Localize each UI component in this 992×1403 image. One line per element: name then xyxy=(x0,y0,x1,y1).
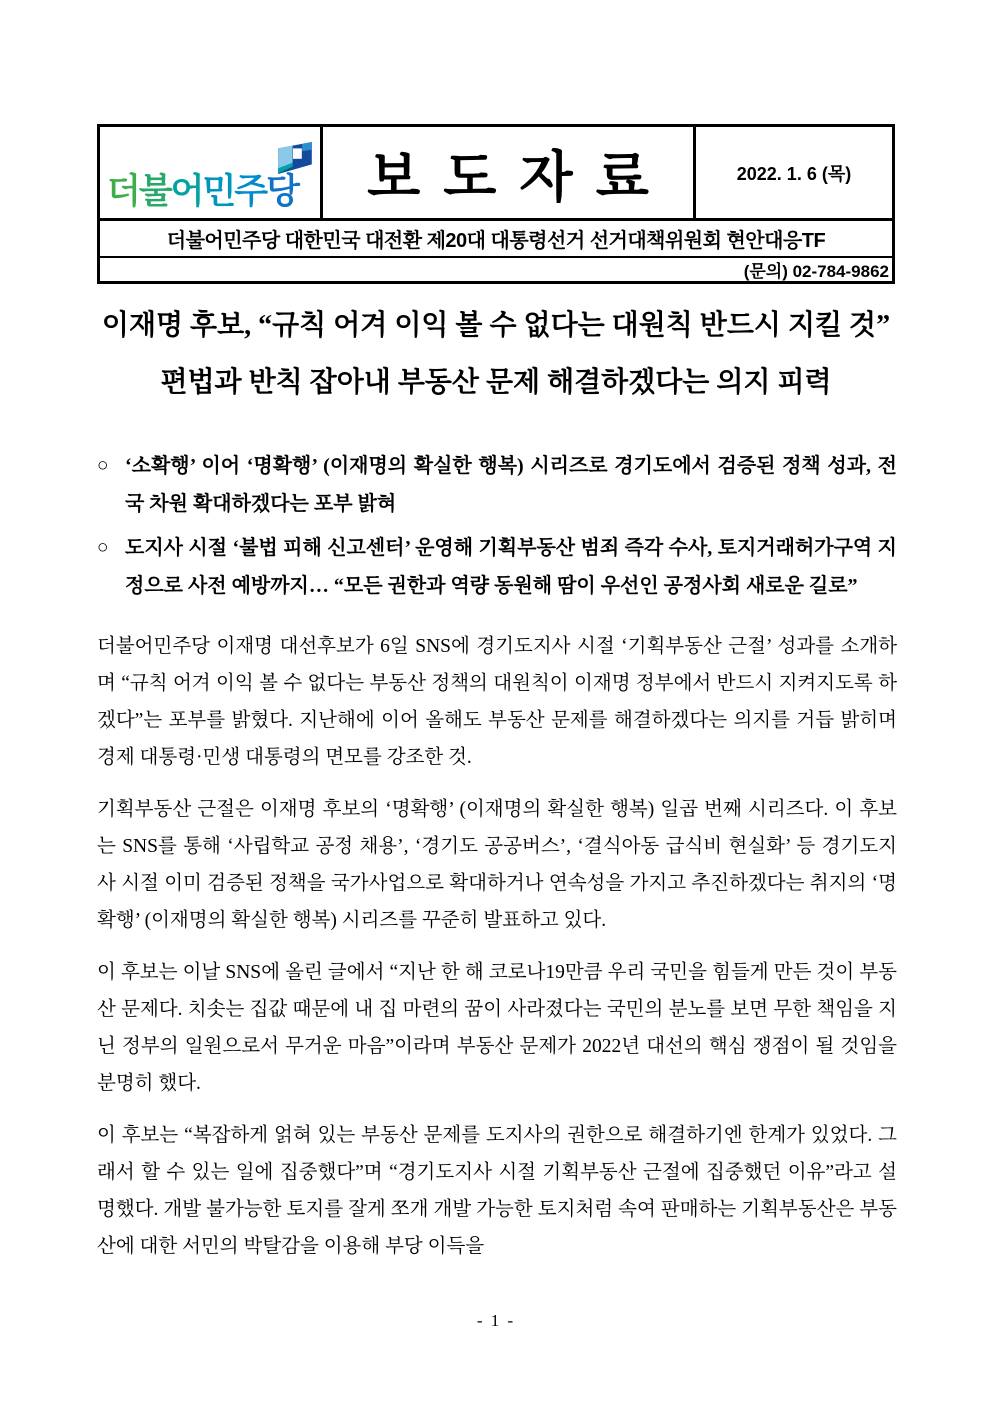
summary-bullet-text: ‘소확행’ 이어 ‘명확행’ (이재명의 확실한 행복) 시리즈로 경기도에서 검증된 정책 성과, 전국 차원 확대하겠다는 포부 밝혀 xyxy=(125,455,897,515)
body-paragraph-4: 이 후보는 “복잡하게 얽혀 있는 부동산 문제를 도지사의 권한으로 해결하기엔 한계가 있었다. 그래서 할 수 있는 일에 집중했다”며 “경기도지사 시절 기획부동산 근절에 집중했던 이유”라고 설명했다. 개발 불가능한 토지를 잘게 쪼개 개발 가능한 토지처럼 속여 판매하는 기획부동산은 부동산에 대한 서민의 박탈감을 이용해 부당 이득을 xyxy=(97,1125,897,1257)
summary-bullet-text: 도지사 시절 ‘불법 피해 신고센터’ 운영해 기획부동산 범죄 즉각 수사, 토지거래허가구역 지정으로 사전 예방까지… “모든 권한과 역량 동원해 땀이 우선인 공정사회 새로운 길로” xyxy=(125,537,897,597)
summary-bullets xyxy=(97,447,897,611)
contact-info: (문의) 02-784-9862 xyxy=(100,256,892,281)
headline xyxy=(90,306,902,403)
body-paragraph-3: 이 후보는 이날 SNS에 올린 글에서 “지난 한 해 코로나19만큼 우리 국민을 힘들게 만든 것이 부동산 문제다. 치솟는 집값 때문에 내 집 마련의 꿈이 사라졌다는 국민의 분노를 보면 무한 책임을 지닌 정부의 일원으로서 무거운 마음”이라며 부동산 문제가 2022년 대선의 핵심 쟁점이 될 것임을 분명히 했다. xyxy=(97,962,897,1094)
wordmark-char: 민 xyxy=(202,172,235,211)
party-wordmark xyxy=(107,174,298,209)
wordmark-char: 불 xyxy=(138,172,171,211)
committee-name: 더불어민주당 대한민국 대전환 제20대 대통령선거 선거대책위원회 현안대응TF xyxy=(100,218,892,256)
party-logo xyxy=(100,127,323,218)
summary-bullet-1 xyxy=(97,447,897,523)
wordmark-char: 어 xyxy=(170,172,203,211)
summary-bullet-2 xyxy=(97,529,897,605)
page-number: - 1 - xyxy=(476,1311,516,1330)
press-release-header xyxy=(97,124,895,284)
body-paragraph-2: 기획부동산 근절은 이재명 후보의 ‘명확행’ (이재명의 확실한 행복) 일곱 번째 시리즈다. 이 후보는 SNS를 통해 ‘사립학교 공정 채용’, ‘경기도 공공버스’, ‘결식아동 급식비 현실화’ 등 경기도지사 시절 이미 검증된 정책을 국가사업으로 확대하거나 연속성을 가지고 추진하겠다는 취지의 ‘명확행’ (이재명의 확실한 행복) 시리즈를 꾸준히 발표하고 있다. xyxy=(97,799,897,931)
wordmark-char: 주 xyxy=(234,172,267,211)
article-body xyxy=(97,628,897,1280)
wordmark-char: 당 xyxy=(266,172,298,211)
body-paragraph-1: 더불어민주당 이재명 대선후보가 6일 SNS에 경기도지사 시절 ‘기획부동산 근절’ 성과를 소개하며 “규칙 어겨 이익 볼 수 없다는 부동산 정책의 대원칙이 이재명 정부에서 반드시 지켜지도록 하겠다”는 포부를 밝혔다. 지난해에 이어 올해도 부동산 문제를 해결하겠다는 의지를 거듭 밝히며 경제 대통령·민생 대통령의 면모를 강조한 것. xyxy=(97,636,897,768)
headline-line2: 편법과 반칙 잡아내 부동산 문제 해결하겠다는 의지 피력 xyxy=(160,367,832,398)
circle-bullet-icon: ○ xyxy=(97,455,109,476)
headline-line1: 이재명 후보, “규칙 어겨 이익 볼 수 없다는 대원칙 반드시 지킬 것” xyxy=(101,310,891,341)
circle-bullet-icon: ○ xyxy=(97,537,109,558)
release-date: 2022. 1. 6 (목) xyxy=(736,163,852,184)
wordmark-char: 더 xyxy=(107,172,139,211)
header-top-row xyxy=(100,127,892,218)
doc-type-title: 보도자료 xyxy=(323,127,696,218)
